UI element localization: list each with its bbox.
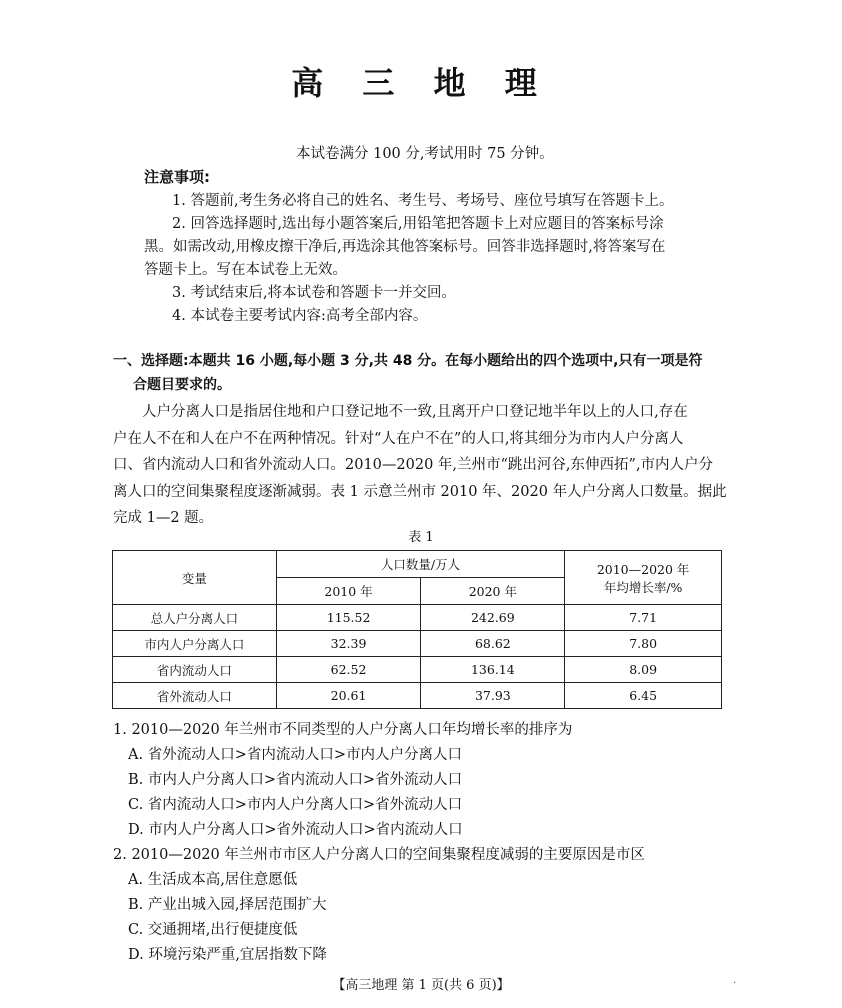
- table-caption: 表 1: [408, 530, 434, 545]
- passage-line: 口、省内流动人口和省外流动人口。2010—2020 年,兰州市“跳出河谷,东伸西拓”,市内人户分: [113, 457, 714, 473]
- cell-2020: 37.93: [421, 683, 565, 709]
- row-name: 市内人户分离人口: [113, 631, 277, 657]
- page-footer: 【高三地理 第 1 页(共 6 页)】: [332, 978, 510, 993]
- table-row: [113, 631, 722, 657]
- question-2-option-b: B. 产业出城入园,择居范围扩大: [128, 897, 327, 913]
- population-table: [112, 550, 722, 709]
- section-heading: 一、选择题:本题共 16 小题,每小题 3 分,共 48 分。在每小题给出的四个选项中,只有一项是符: [113, 353, 703, 369]
- cell-growth: 7.71: [565, 605, 722, 631]
- question-1-option-d: D. 市内人户分离人口>省外流动人口>省内流动人口: [128, 822, 463, 838]
- section-heading-cont: 合题目要求的。: [133, 377, 231, 393]
- question-1-option-a: A. 省外流动人口>省内流动人口>市内人户分离人口: [128, 747, 462, 763]
- note-item: 黑。如需改动,用橡皮擦干净后,再选涂其他答案标号。回答非选择题时,将答案写在: [144, 239, 666, 255]
- note-item: 2. 回答选择题时,选出每小题答案后,用铅笔把答题卡上对应题目的答案标号涂: [172, 216, 664, 232]
- question-2-option-c: C. 交通拥堵,出行便捷度低: [128, 922, 298, 938]
- question-stem-2: 2. 2010—2020 年兰州市市区人户分离人口的空间集聚程度减弱的主要原因是市区: [113, 847, 645, 863]
- header-growth-line2: 年均增长率/%: [603, 579, 683, 595]
- cell-2020: 242.69: [421, 605, 565, 631]
- cell-2020: 68.62: [421, 631, 565, 657]
- note-item: 答题卡上。写在本试卷上无效。: [144, 262, 347, 278]
- notes-heading: 注意事项:: [144, 168, 210, 186]
- table-row: [113, 683, 722, 709]
- header-growth-line1: 2010—2020 年: [596, 561, 690, 577]
- header-year-2010: 2010 年: [276, 578, 421, 605]
- cell-2010: 62.52: [276, 657, 421, 683]
- passage-line: 人户分离人口是指居住地和户口登记地不一致,且离开户口登记地半年以上的人口,存在: [142, 404, 688, 420]
- header-year-2020: 2020 年: [421, 578, 565, 605]
- cell-2020: 136.14: [421, 657, 565, 683]
- question-2-option-a: A. 生活成本高,居住意愿低: [128, 872, 298, 888]
- page-title: 高 三 地 理: [291, 64, 551, 102]
- row-name: 省内流动人口: [113, 657, 277, 683]
- cell-2010: 115.52: [276, 605, 421, 631]
- passage: [113, 399, 728, 532]
- passage-line: 完成 1—2 题。: [113, 510, 214, 526]
- footer-mark: ·: [733, 978, 737, 989]
- passage-line: 离人口的空间集聚程度逐渐减弱。表 1 示意兰州市 2010 年、2020 年人户分离人口数量。据此: [113, 483, 727, 500]
- cell-growth: 8.09: [565, 657, 722, 683]
- cell-2010: 32.39: [276, 631, 421, 657]
- cell-growth: 6.45: [565, 683, 722, 709]
- table-row: [113, 605, 722, 631]
- exam-info: 本试卷满分 100 分,考试用时 75 分钟。: [296, 146, 554, 162]
- cell-growth: 7.80: [565, 631, 722, 657]
- question-2-option-d: D. 环境污染严重,宜居指数下降: [128, 947, 327, 963]
- row-name: 省外流动人口: [113, 683, 277, 709]
- passage-line: 户在人不在和人在户不在两种情况。针对“人在户不在”的人口,将其细分为市内人户分离人: [113, 430, 684, 447]
- question-stem-1: 1. 2010—2020 年兰州市不同类型的人户分离人口年均增长率的排序为: [113, 722, 573, 738]
- header-variable: 变量: [113, 551, 277, 605]
- note-item: 3. 考试结束后,将本试卷和答题卡一并交回。: [172, 285, 457, 301]
- question-1-option-c: C. 省内流动人口>市内人户分离人口>省外流动人口: [128, 797, 463, 813]
- header-growth: [565, 551, 722, 605]
- note-item: 4. 本试卷主要考试内容:高考全部内容。: [172, 308, 428, 324]
- table-header-row: [113, 551, 722, 578]
- note-item: 1. 答题前,考生务必将自己的姓名、考生号、考场号、座位号填写在答题卡上。: [172, 193, 674, 209]
- cell-2010: 20.61: [276, 683, 421, 709]
- row-name: 总人户分离人口: [113, 605, 277, 631]
- header-population: 人口数量/万人: [276, 551, 565, 578]
- question-1-option-b: B. 市内人户分离人口>省内流动人口>省外流动人口: [128, 772, 463, 788]
- table-row: [113, 657, 722, 683]
